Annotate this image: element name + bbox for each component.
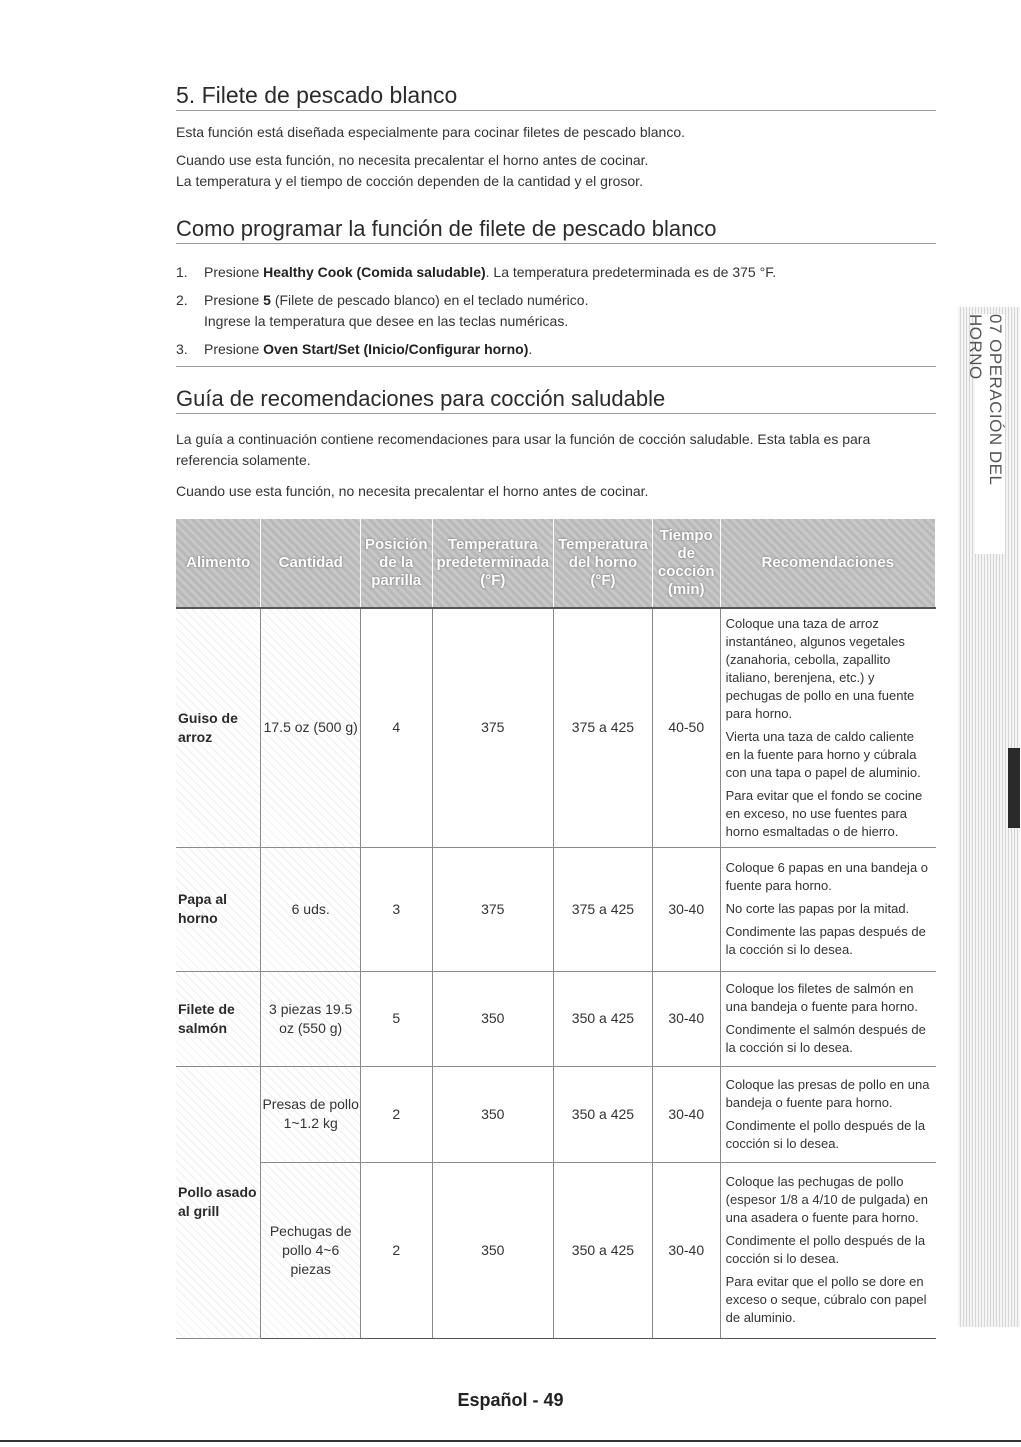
- table-row: [176, 1162, 936, 1338]
- rack-cell: 4: [361, 608, 433, 847]
- guide-note: Cuando use esta función, no necesita precalentar el horno antes de cocinar.: [176, 483, 649, 499]
- rack-cell: 5: [361, 971, 433, 1066]
- header-recommendations: Recomendaciones: [720, 519, 935, 608]
- intro-line-1: Esta función está diseñada especialmente para cocinar filetes de pescado blanco.: [176, 124, 685, 140]
- recommendation-text: Vierta una taza de caldo caliente en la fuente para horno y cúbrala con una tapa o papel de aluminio.: [725, 728, 921, 780]
- section-title-programming: Como programar la función de filete de pescado blanco: [176, 216, 936, 244]
- recommendation-cell: [720, 608, 935, 847]
- rack-cell: 2: [361, 1162, 433, 1338]
- section-title-white-fish: 5. Filete de pescado blanco: [176, 82, 936, 111]
- guide-intro: La guía a continuación contiene recomendaciones para usar la función de cocción saludable. Esta tabla es para referencia solamente.: [176, 431, 871, 468]
- header-quantity: Cantidad: [261, 519, 361, 608]
- table-row: [176, 608, 936, 847]
- step-key-name: Healthy Cook (Comida saludable): [263, 264, 486, 280]
- time-cell: 40-50: [652, 608, 720, 847]
- bottom-divider: [0, 1440, 1021, 1442]
- step-number: 3.: [176, 341, 188, 357]
- step-key-name: Oven Start/Set (Inicio/Configurar horno): [263, 341, 529, 357]
- food-cell: Guiso de arroz: [176, 608, 261, 847]
- header-oven-temp: Temperatura del horno (°F): [554, 519, 653, 608]
- recommendation-text: Condimente el salmón después de la cocción si lo desea.: [725, 1022, 926, 1055]
- step-text: Presione: [204, 264, 264, 280]
- chapter-tab-label: 07 OPERACIÓN DEL HORNO: [975, 314, 1005, 554]
- recommendation-text: Condimente el pollo después de la cocción si lo desea.: [725, 1233, 926, 1266]
- time-cell: 30-40: [652, 1162, 720, 1338]
- recommendation-text: No corte las papas por la mitad.: [725, 901, 910, 916]
- time-cell: 30-40: [652, 971, 720, 1066]
- food-cell: Filete de salmón: [176, 971, 261, 1066]
- recommendation-text: Coloque 6 papas en una bandeja o fuente para horno.: [725, 860, 929, 893]
- quantity-cell: 6 uds.: [261, 847, 361, 971]
- header-food: Alimento: [176, 519, 261, 608]
- quantity-cell: Pechugas de pollo 4~6 piezas: [261, 1162, 361, 1338]
- oven-temp-cell: 350 a 425: [554, 971, 653, 1066]
- step-3: [176, 339, 936, 360]
- quantity-cell: 17.5 oz (500 g): [261, 608, 361, 847]
- table-row: [176, 1066, 936, 1162]
- default-temp-cell: 350: [432, 1162, 554, 1338]
- steps-list: [176, 262, 936, 360]
- chapter-tab-marker: [1008, 748, 1020, 828]
- default-temp-cell: 375: [432, 608, 554, 847]
- step-1: [176, 262, 936, 283]
- step-number: 2.: [176, 292, 188, 308]
- table-header-row: [176, 519, 936, 608]
- recommendation-text: Para evitar que el fondo se cocine en exceso, no use fuentes para horno esmaltadas o de hierro.: [725, 787, 923, 839]
- rack-cell: 2: [361, 1066, 433, 1162]
- divider: [176, 366, 936, 367]
- default-temp-cell: 350: [432, 1066, 554, 1162]
- recommendation-text: Coloque una taza de arroz instantáneo, algunos vegetales (zanahoria, cebolla, zapallito italiano, berenjena, etc.) y pechugas de pollo en una fuente para horno.: [725, 615, 915, 721]
- quantity-cell: 3 piezas 19.5 oz (550 g): [261, 971, 361, 1066]
- step-2: [176, 290, 936, 311]
- recommendation-text: Coloque los filetes de salmón en una bandeja o fuente para horno.: [725, 981, 918, 1014]
- header-cook-time: Tiempo de cocción (min): [652, 519, 720, 608]
- recommendation-cell: [720, 1066, 935, 1162]
- food-cell: Papa al horno: [176, 847, 261, 971]
- time-cell: 30-40: [652, 847, 720, 971]
- recommendation-text: Coloque las presas de pollo en una bandeja o fuente para horno.: [725, 1076, 930, 1110]
- header-rack-position: Posición de la parrilla: [361, 519, 433, 608]
- rack-cell: 3: [361, 847, 433, 971]
- header-default-temp: Temperatura predeterminada (°F): [432, 519, 554, 608]
- step-text: .: [528, 341, 533, 357]
- step-number: 1.: [176, 264, 188, 280]
- default-temp-cell: 350: [432, 971, 554, 1066]
- step-key-name: 5: [263, 292, 271, 308]
- page-number: Español - 49: [457, 1390, 564, 1410]
- recommendation-text: Para evitar que el pollo se dore en exceso o seque, cúbralo con papel de aluminio.: [725, 1274, 927, 1325]
- food-cell: Pollo asado al grill: [176, 1066, 261, 1338]
- cooking-guide-table: [176, 519, 936, 1339]
- recommendation-text: Condimente las papas después de la cocción si lo desea.: [725, 924, 926, 957]
- intro-line-2: Cuando use esta función, no necesita precalentar el horno antes de cocinar.: [176, 152, 649, 168]
- step-text: Presione: [204, 341, 264, 357]
- intro-line-3: La temperatura y el tiempo de cocción dependen de la cantidad y el grosor.: [176, 173, 643, 189]
- oven-temp-cell: 350 a 425: [554, 1162, 653, 1338]
- step-2-subtext: Ingrese la temperatura que desee en las teclas numéricas.: [204, 313, 569, 329]
- oven-temp-cell: 375 a 425: [554, 608, 653, 847]
- step-text: (Filete de pescado blanco) en el teclado numérico.: [270, 292, 589, 308]
- default-temp-cell: 375: [432, 847, 554, 971]
- step-text: Presione: [204, 292, 264, 308]
- recommendation-cell: [720, 971, 935, 1066]
- table-row: [176, 971, 936, 1066]
- recommendation-text: Condimente el pollo después de la cocción si lo desea.: [725, 1117, 926, 1151]
- quantity-cell: Presas de pollo 1~1.2 kg: [261, 1066, 361, 1162]
- recommendation-cell: [720, 1162, 935, 1338]
- oven-temp-cell: 350 a 425: [554, 1066, 653, 1162]
- recommendation-text: Coloque las pechugas de pollo (espesor 1/8 a 4/10 de pulgada) en una asadera o fuente para horno.: [725, 1174, 928, 1225]
- oven-temp-cell: 375 a 425: [554, 847, 653, 971]
- table-row: [176, 847, 936, 971]
- step-text: . La temperatura predeterminada es de 375 °F.: [485, 264, 777, 280]
- recommendation-cell: [720, 847, 935, 971]
- time-cell: 30-40: [652, 1066, 720, 1162]
- section-title-guide: Guía de recomendaciones para cocción saludable: [176, 386, 936, 414]
